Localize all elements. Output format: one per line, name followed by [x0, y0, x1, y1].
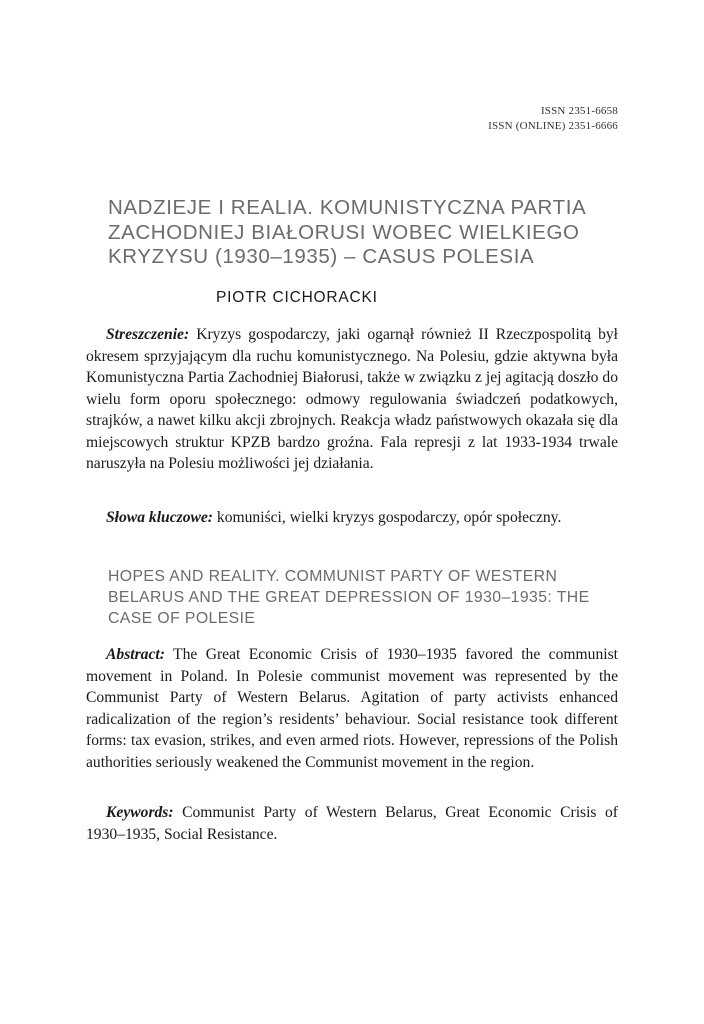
issn-block [488, 104, 618, 134]
polish-title: NADZIEJE I REALIA. KOMUNISTYCZNA PARTIA ZACHODNIEJ BIAŁORUSI WOBEC WIELKIEGO KRYZYSU (1930–1935) – CASUS POLESIA [108, 196, 586, 268]
polish-abstract-text: Kryzys gospodarczy, jaki ogarnął również II Rzeczpospolitą był okresem sprzyjającym dla ruchu komunistycznego. Na Polesiu, gdzie aktywna była Komunistyczna Partia Zachodniej Białorusi, także w związku z jej agitacją doszło do wielu form oporu społecznego: odmowy regulowania świadczeń podatkowych, strajków, a nawet kilku akcji zbrojnych. Reakcja władz państwowych okazała się dla miejscowych struktur KPZB bardzo groźna. Fala represji z lat 1933-1934 trwale naruszyła na Polesiu możliwości jej działania. [86, 326, 618, 472]
english-abstract [86, 644, 618, 773]
english-abstract-label: Abstract: [106, 646, 165, 663]
english-keywords [86, 802, 618, 845]
polish-abstract [86, 324, 618, 475]
english-title: HOPES AND REALITY. COMMUNIST PARTY OF WESTERN BELARUS AND THE GREAT DEPRESSION OF 1930–1935: THE CASE OF POLESIE [108, 568, 590, 627]
issn-print: ISSN 2351-6658 [540, 105, 618, 117]
polish-keywords-text: komuniści, wielki kryzys gospodarczy, opór społeczny. [213, 509, 562, 526]
polish-keywords-label: Słowa kluczowe: [106, 509, 214, 526]
author-name: PIOTR CICHORACKI [216, 289, 378, 306]
issn-online: ISSN (ONLINE) 2351-6666 [488, 120, 618, 132]
english-keywords-label: Keywords: [106, 804, 174, 821]
polish-keywords [86, 507, 618, 529]
english-abstract-text: The Great Economic Crisis of 1930–1935 favored the communist movement in Poland. In Polesie communist movement was represented by the Communist Party of Western Belarus. Agitation of party activists enhanced radicalization of the region’s residents’ behaviour. Social resistance took different forms: tax evasion, strikes, and even armed riots. However, repressions of the Polish authorities seriously weakened the Communist movement in the region. [86, 646, 618, 771]
english-keywords-text: Communist Party of Western Belarus, Great Economic Crisis of 1930–1935, Social Resistance. [86, 804, 618, 843]
polish-abstract-label: Streszczenie: [106, 326, 190, 343]
